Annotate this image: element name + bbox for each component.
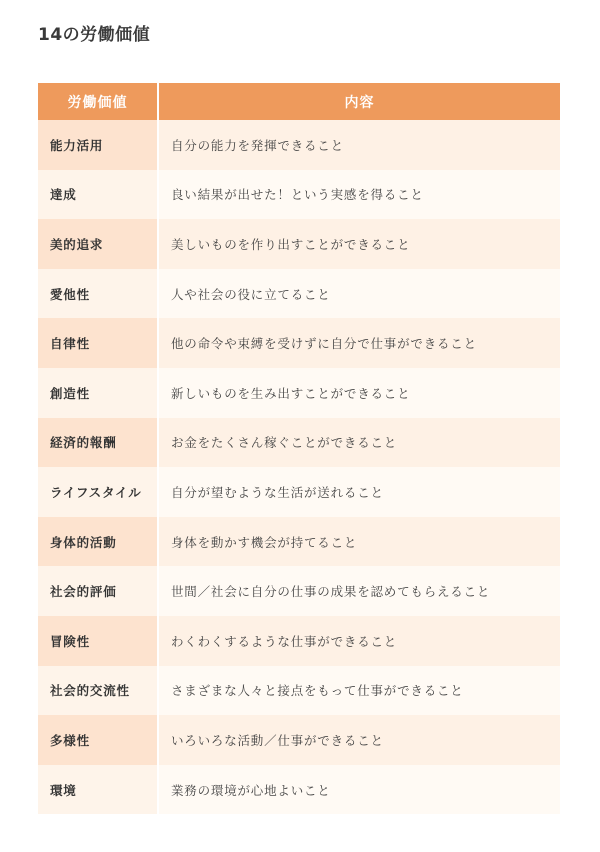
- work-value-name: 達成: [38, 170, 158, 220]
- work-value-name: 冒険性: [38, 616, 158, 666]
- work-value-content: 新しいものを生み出すことができること: [158, 368, 560, 418]
- work-value-content: 良い結果が出せた！という実感を得ること: [158, 170, 560, 220]
- table-row: [38, 318, 560, 368]
- table-row: [38, 666, 560, 716]
- table-header-row: [38, 83, 560, 120]
- work-value-content: 身体を動かす機会が持てること: [158, 517, 560, 567]
- work-value-name: 社会的評価: [38, 566, 158, 616]
- table-row: [38, 517, 560, 567]
- work-value-name: ライフスタイル: [38, 467, 158, 517]
- header-work-value: 労働価値: [38, 83, 158, 120]
- table-row: [38, 616, 560, 666]
- work-value-name: 環境: [38, 765, 158, 815]
- table-row: [38, 269, 560, 319]
- table-row: [38, 715, 560, 765]
- work-value-name: 社会的交流性: [38, 666, 158, 716]
- table-row: [38, 170, 560, 220]
- table-row: [38, 120, 560, 170]
- work-value-content: 業務の環境が心地よいこと: [158, 765, 560, 815]
- work-value-content: 人や社会の役に立てること: [158, 269, 560, 319]
- work-value-name: 経済的報酬: [38, 418, 158, 468]
- work-value-content: 自分が望むような生活が送れること: [158, 467, 560, 517]
- work-value-content: さまざまな人々と接点をもって仕事ができること: [158, 666, 560, 716]
- table-row: [38, 566, 560, 616]
- work-value-content: 美しいものを作り出すことができること: [158, 219, 560, 269]
- work-value-name: 多様性: [38, 715, 158, 765]
- table-row: [38, 219, 560, 269]
- work-value-content: 他の命令や束縛を受けずに自分で仕事ができること: [158, 318, 560, 368]
- table-body: [38, 120, 560, 814]
- header-content: 内容: [158, 83, 560, 120]
- work-value-name: 身体的活動: [38, 517, 158, 567]
- work-value-content: お金をたくさん稼ぐことができること: [158, 418, 560, 468]
- work-value-name: 創造性: [38, 368, 158, 418]
- work-value-name: 能力活用: [38, 120, 158, 170]
- page-title: 14の労働価値: [38, 25, 151, 45]
- table-row: [38, 368, 560, 418]
- table-row: [38, 418, 560, 468]
- work-value-name: 美的追求: [38, 219, 158, 269]
- work-value-content: 自分の能力を発揮できること: [158, 120, 560, 170]
- work-value-content: いろいろな活動／仕事ができること: [158, 715, 560, 765]
- table-row: [38, 467, 560, 517]
- work-value-name: 愛他性: [38, 269, 158, 319]
- work-value-name: 自律性: [38, 318, 158, 368]
- table-row: [38, 765, 560, 815]
- work-value-content: 世間／社会に自分の仕事の成果を認めてもらえること: [158, 566, 560, 616]
- work-value-content: わくわくするような仕事ができること: [158, 616, 560, 666]
- work-values-table: [38, 83, 560, 814]
